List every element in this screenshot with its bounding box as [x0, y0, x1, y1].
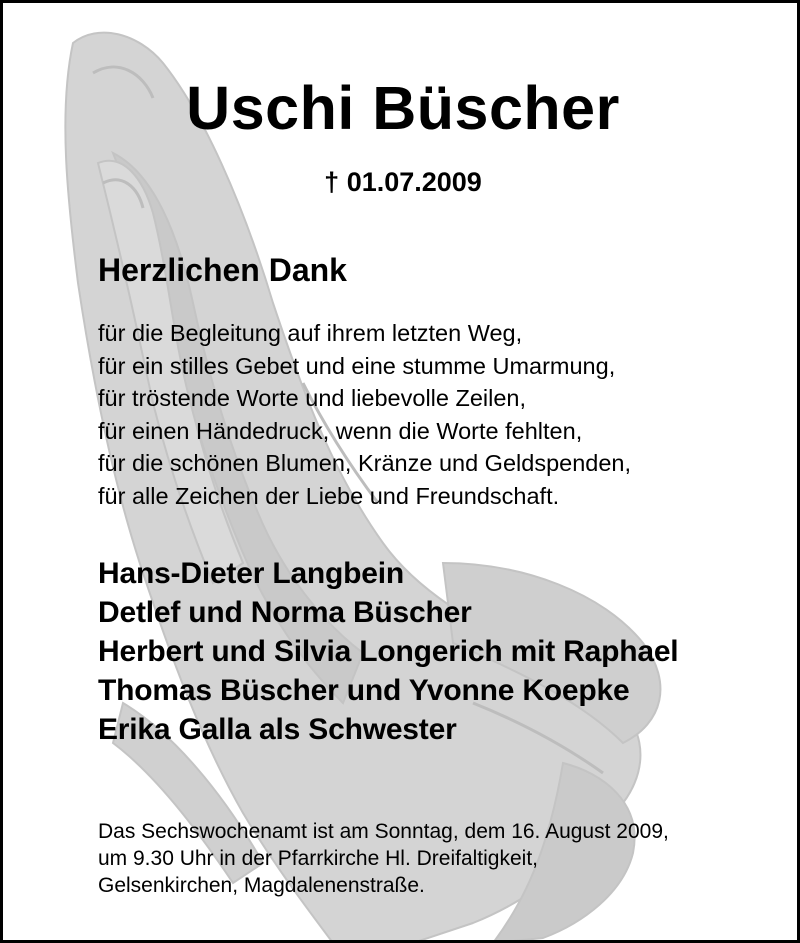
service-notice	[98, 818, 669, 899]
deceased-name: Uschi Büscher	[186, 74, 620, 142]
mourner-name: Detlef und Norma Büscher	[98, 596, 472, 629]
mourner-name: Herbert und Silvia Longerich mit Raphael	[98, 635, 679, 668]
service-line: Gelsenkirchen, Magdalenenstraße.	[98, 874, 425, 897]
thanks-text	[98, 317, 631, 512]
thanks-line: für die schönen Blumen, Kränze und Geldspenden,	[98, 450, 632, 476]
thanks-line: für ein stilles Gebet und eine stumme Umarmung,	[98, 352, 616, 379]
thanks-line: für einen Händedruck, wenn die Worte fehlten,	[98, 417, 583, 444]
death-date: † 01.07.2009	[324, 167, 482, 197]
thanks-line: für die Begleitung auf ihrem letzten Weg,	[98, 320, 523, 346]
thanks-line: für tröstende Worte und liebevolle Zeilen,	[98, 385, 527, 411]
mourners-list	[98, 554, 678, 749]
thanks-heading: Herzlichen Dank	[98, 252, 347, 288]
mourner-name: Hans-Dieter Langbein	[98, 557, 405, 590]
service-line: Das Sechswochenamt ist am Sonntag, dem 16. August 2009,	[98, 820, 669, 843]
service-line: um 9.30 Uhr in der Pfarrkirche Hl. Dreifaltigkeit,	[98, 847, 538, 870]
thanks-line: für alle Zeichen der Liebe und Freundschaft.	[98, 482, 560, 509]
mourner-name: Erika Galla als Schwester	[98, 713, 457, 746]
mourner-name: Thomas Büscher und Yvonne Koepke	[98, 674, 630, 707]
